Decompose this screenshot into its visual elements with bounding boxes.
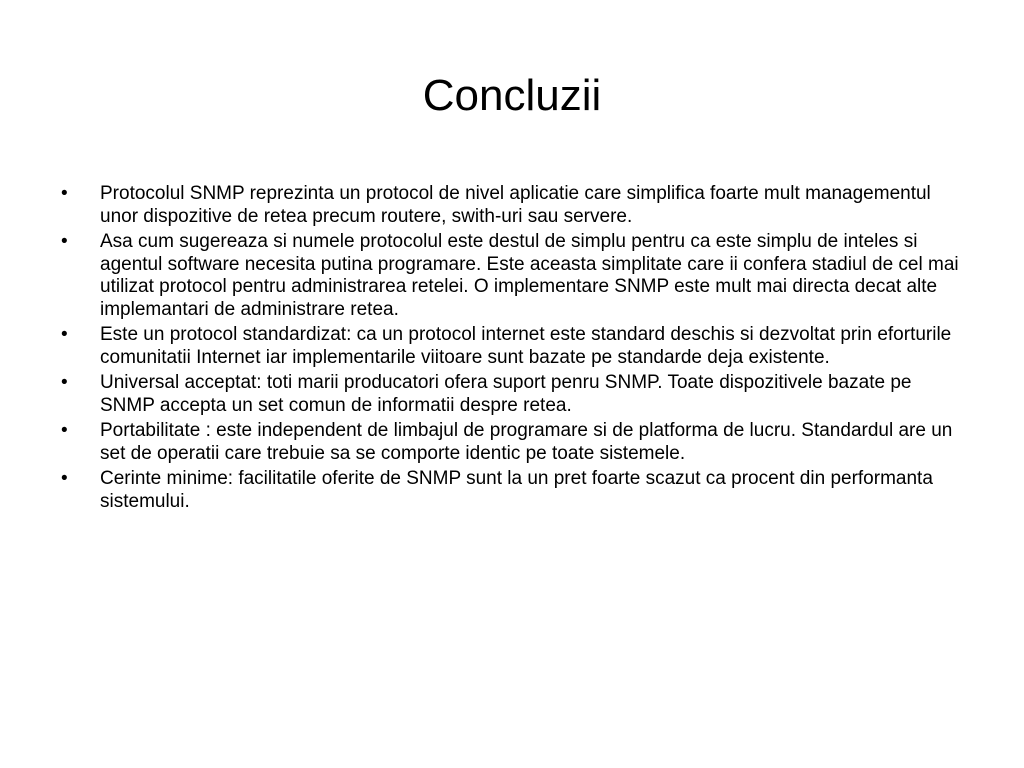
bullet-marker: • bbox=[61, 372, 68, 393]
bullet-marker: • bbox=[61, 183, 68, 204]
bullet-text: Protocolul SNMP reprezinta un protocol de nivel aplicatie care simplifica foarte mult managementul unor dispozitive de retea precum routere, swith-uri sau servere. bbox=[100, 183, 931, 227]
bullet-text: Portabilitate : este independent de limbajul de programare si de platforma de lucru. Standardul are un set de operatii care trebuie sa se comporte identic pe toate sistemele. bbox=[100, 420, 953, 464]
bullet-marker: • bbox=[61, 231, 68, 252]
bullet-item bbox=[61, 231, 961, 321]
slide-title: Concluzii bbox=[422, 71, 602, 120]
bullet-text: Asa cum sugereaza si numele protocolul este destul de simplu pentru ca este simplu de inteles si agentul software necesita putina programare. Este aceasta simplitate care ii confera stadiul de cel mai utilizat protocol pentru administrarea retelei. O implementare SNMP este mult mai directa decat alte implemantari de administrare retea. bbox=[100, 231, 959, 320]
bullet-marker: • bbox=[61, 468, 68, 489]
bullet-item bbox=[61, 324, 961, 369]
bullet-text: Cerinte minime: facilitatile oferite de SNMP sunt la un pret foarte scazut ca procent din performanta sistemului. bbox=[100, 468, 933, 512]
bullet-marker: • bbox=[61, 420, 68, 441]
bullet-item bbox=[61, 420, 961, 465]
bullet-text: Universal acceptat: toti marii producatori ofera suport penru SNMP. Toate dispozitivele bazate pe SNMP accepta un set comun de informatii despre retea. bbox=[100, 372, 912, 416]
bullet-item bbox=[61, 183, 961, 228]
bullet-list bbox=[61, 183, 961, 516]
bullet-item bbox=[61, 372, 961, 417]
bullet-text: Este un protocol standardizat: ca un protocol internet este standard deschis si dezvoltat prin eforturile comunitatii Internet iar implementarile viitoare sunt bazate pe standarde deja existente. bbox=[100, 324, 952, 368]
bullet-marker: • bbox=[61, 324, 68, 345]
bullet-item bbox=[61, 468, 961, 513]
